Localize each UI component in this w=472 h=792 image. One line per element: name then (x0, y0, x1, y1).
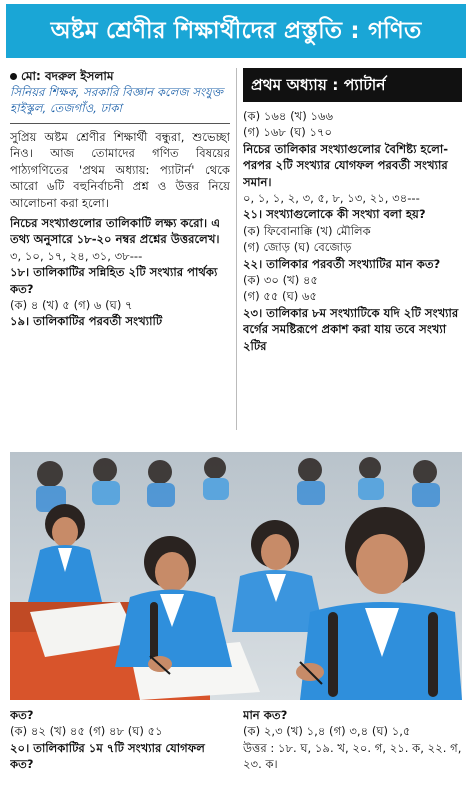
bottom-left-line: কত? (10, 708, 34, 722)
bottom-left-line: ২০। তালিকাটির ১ম ৭টি সংখ্যার যোগফল কত? (10, 740, 205, 772)
bottom-right-question-list (243, 707, 462, 773)
right-column-line: ০, ১, ১, ২, ৩, ৫, ৮, ১৩, ২১, ৩৪--- (243, 191, 420, 206)
bottom-right-line: (ক) ২,৩ (খ) ১,৪ (গ) ৩,৪ (ঘ) ১,৫ (243, 724, 411, 739)
bottom-left-line: (ক) ৪২ (খ) ৪৫ (গ) ৪৮ (ঘ) ৫১ (10, 724, 163, 739)
author-byline (10, 68, 230, 84)
chapter-title: প্রথম অধ্যায় : প্যাটার্ন (251, 75, 386, 94)
right-column-line: ২৩। তালিকার ৮ম সংখ্যাটিকে যদি ২টি সংখ্যার বর্গের সমষ্টিরূপে প্রকাশ করা যায় তবে সংখ্যা ২টির (243, 305, 459, 353)
right-column-line: (গ) ১৬৮ (ঘ) ১৭০ (243, 125, 333, 140)
students-exam-photo (10, 452, 462, 700)
column-divider (236, 68, 237, 430)
bottom-left-column (10, 707, 232, 787)
classroom-photo-illustration (10, 452, 462, 700)
right-question-list (243, 108, 462, 354)
right-column-line: (ক) ফিবোনাক্কি (খ) মৌলিক (243, 223, 371, 238)
chapter-heading (243, 68, 462, 102)
intro-paragraph: সুপ্রিয় অষ্টম শ্রেণীর শিক্ষার্থী বন্ধুরা, শুভেচ্ছা নিও। আজ তোমাদের গণিত বিষয়ের পাঠ্যগণিতের 'প্রথম অধ্যায়: প্যাটার্ন' থেকে আরো ৬টি বহুনির্বাচনী প্রশ্ন ও উত্তর নিয়ে আলোচনা করা হলো। (10, 130, 230, 210)
left-column-line: ১৯। তালিকাটির পরবর্তী সংখ্যাটি (10, 314, 163, 329)
right-column-line: ২২। তালিকার পরবর্তী সংখ্যাটির মান কত? (243, 256, 441, 271)
bottom-right-column (243, 707, 462, 787)
left-column-line: ১৮। তালিকাটির সন্নিহিত ২টি সংখ্যার পার্থক্য কত? (10, 265, 218, 296)
left-column-line: ৩, ১০, ১৭, ২৪, ৩১, ৩৮--- (10, 248, 143, 263)
page-title-banner (6, 4, 466, 58)
left-column (10, 68, 230, 430)
right-column-line: (ক) ৩০ (খ) ৪৫ (243, 273, 318, 288)
left-column-line: নিচের সংখ্যাগুলোর তালিকাটি লক্ষ্য করো। এ তথ্য অনুসারে ১৮-২০ নম্বর প্রশ্নের উত্তরলেখ। (10, 216, 221, 247)
right-column-line: (গ) জোড় (ঘ) বেজোড় (243, 240, 352, 255)
bottom-left-question-list (10, 707, 232, 773)
right-column-line: (ক) ১৬৪ (খ) ১৬৬ (243, 109, 334, 123)
bottom-right-line: মান কত? (243, 708, 288, 722)
bottom-right-line: উত্তর : ১৮. ঘ, ১৯. খ, ২০. গ, ২১. ক, ২২. গ, ২৩. ক। (243, 740, 462, 772)
page-title: অষ্টম শ্রেণীর শিক্ষার্থীদের প্রস্তুতি : গণিত (50, 17, 422, 44)
left-column-line: (ক) ৪ (খ) ৫ (গ) ৬ (ঘ) ৭ (10, 298, 133, 313)
author-name: মো: বদরুল ইসলাম (21, 69, 114, 83)
bullet-icon (10, 73, 17, 80)
right-column-line: (গ) ৫৫ (ঘ) ৬৫ (243, 289, 318, 304)
author-affiliation: সিনিয়র শিক্ষক, সরকারি বিজ্ঞান কলেজ সংযুক্ত হাইস্কুল, তেজগাঁও, ঢাকা (10, 85, 230, 124)
right-column (243, 68, 462, 430)
left-question-list (10, 215, 230, 330)
right-column-line: ২১। সংখ্যাগুলোকে কী সংখ্যা বলা হয়? (243, 207, 426, 222)
right-column-line: নিচের তালিকার সংখ্যাগুলোর বৈশিষ্ট্য হলো- পরপর ২টি সংখ্যার যোগফল পরবর্তী সংখ্যার সমান। (243, 141, 449, 189)
